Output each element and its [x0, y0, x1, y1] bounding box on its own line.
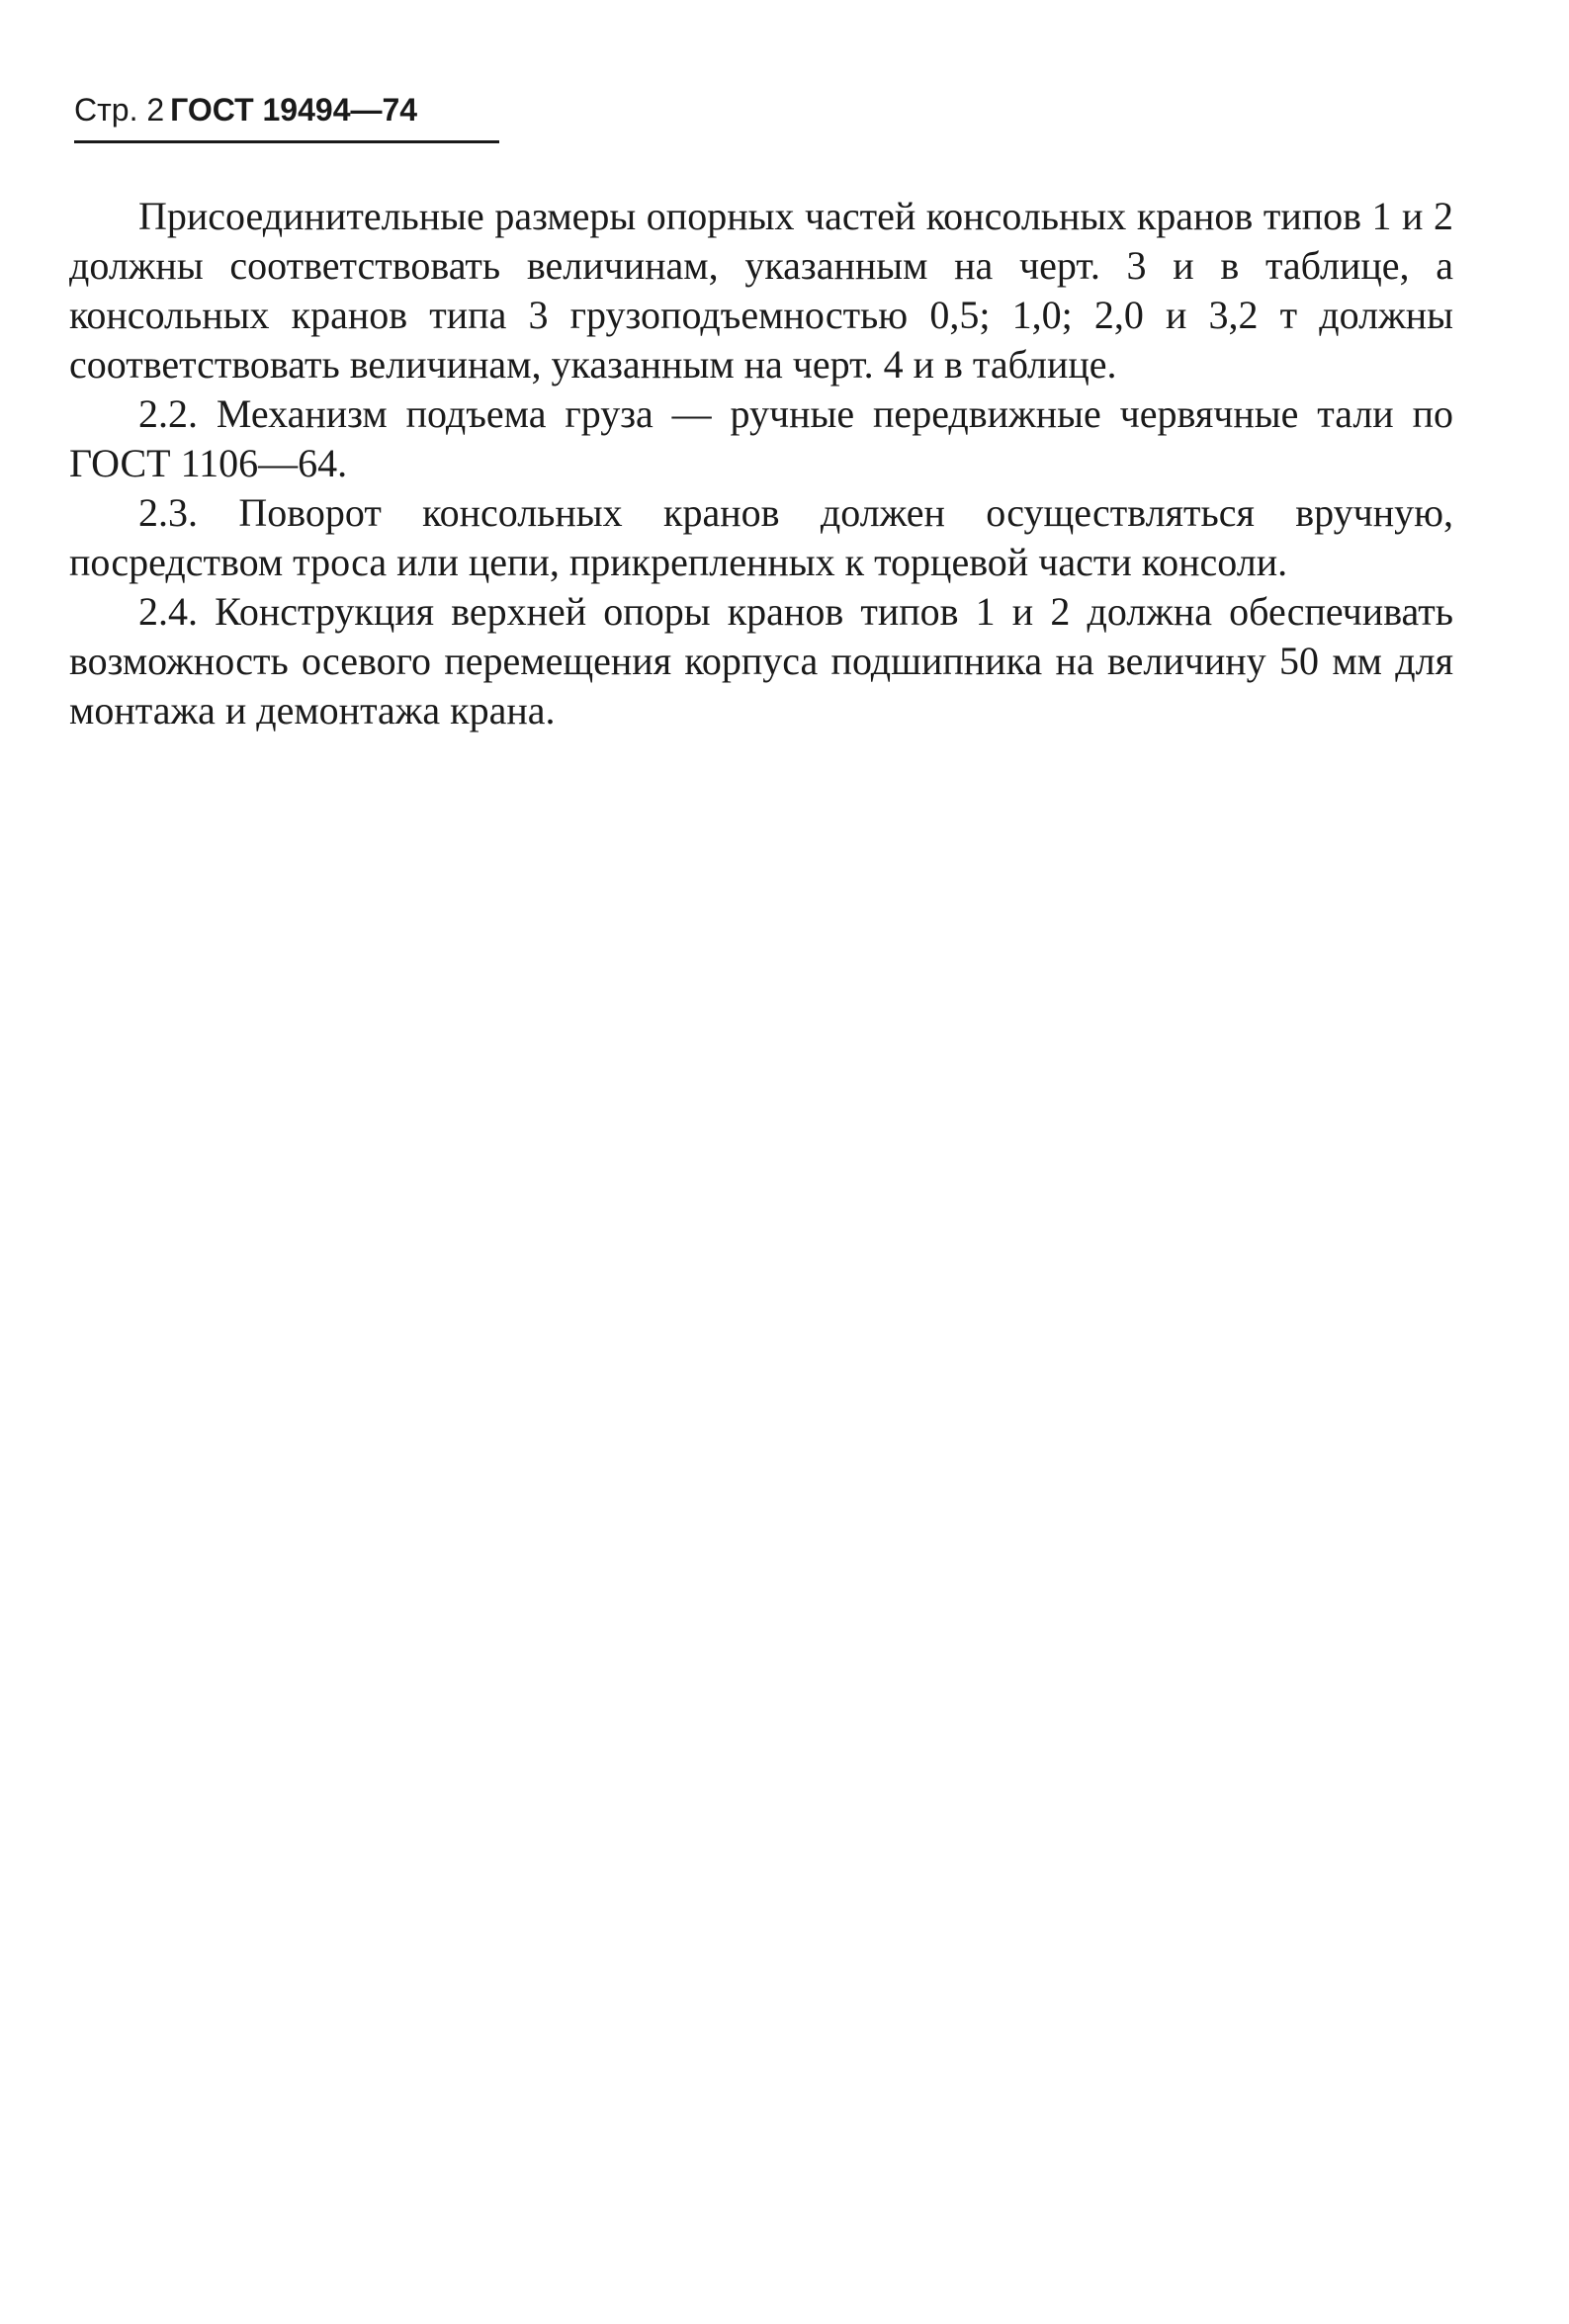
- body-text: [69, 192, 1453, 735]
- page-label: Стр. 2: [74, 92, 165, 128]
- paragraph-connection-dimensions: Присоединительные размеры опорных частей консольных кранов типов 1 и 2 должны соответствовать величинам, указанным на черт. 3 и в таблице, а консольных кранов типа 3 грузоподъемностью 0,5; 1,0; 2,0 и 3,2 т должны соответствовать величинам, указанным на черт. 4 и в таблице.: [69, 194, 1453, 387]
- page-header: [74, 87, 499, 132]
- standard-number: ГОСТ 19494—74: [170, 92, 418, 128]
- paragraph-2-3-crane-rotation: 2.3. Поворот консольных кранов должен осуществляться вручную, посредством троса или цепи, прикрепленных к торцевой части консоли.: [69, 490, 1453, 584]
- paragraph-2-4-upper-support: 2.4. Конструкция верхней опоры кранов типов 1 и 2 должна обеспечивать возможность осевого перемещения корпуса подшипника на величину 50 мм для монтажа и демонтажа крана.: [69, 589, 1453, 732]
- paragraph-2-2-lifting-mechanism: 2.2. Механизм подъема груза — ручные передвижные червячные тали по ГОСТ 1106—64.: [69, 391, 1453, 485]
- header-rule: [74, 140, 499, 143]
